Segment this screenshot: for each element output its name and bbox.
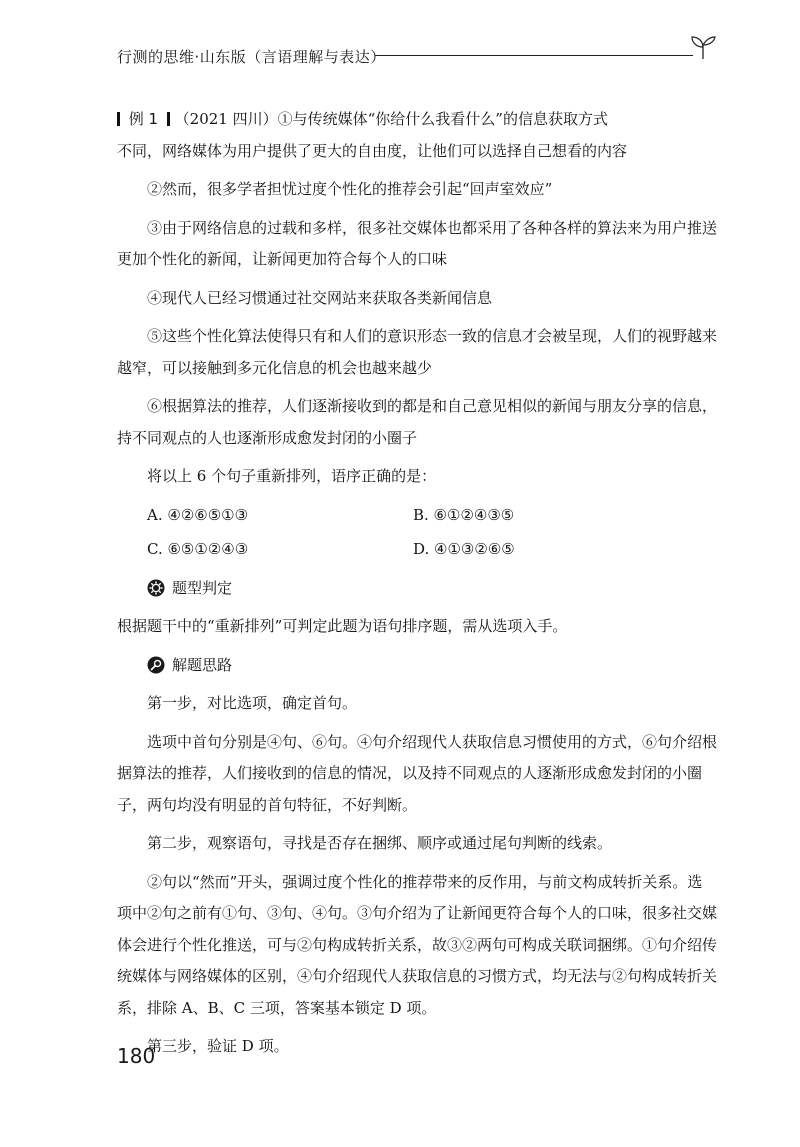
example-bar-left: [117, 112, 120, 126]
solution-section-heading: [147, 650, 717, 682]
sentence-1-part-1: ①与传统媒体“你给什么我看什么”的信息获取方式: [277, 110, 608, 128]
question-sentence-4: ④现代人已经习惯通过社交网站来获取各类新闻信息: [147, 288, 493, 307]
type-section-heading: [147, 573, 717, 605]
question-source: （2021 四川）: [174, 110, 278, 128]
wrench-badge-icon: [147, 656, 165, 674]
example-label: 例 1: [128, 110, 159, 128]
example-label-group: [117, 104, 170, 136]
question-sentence-1: [117, 104, 717, 167]
question-sentence-2: ②然而，很多学者担忧过度个性化的推荐会引起“回声室效应”: [147, 180, 553, 198]
answer-options: [117, 500, 717, 568]
running-header: [117, 42, 717, 72]
gear-badge-icon: [147, 579, 165, 597]
solution-paragraph-1: 选项中首句分别是④句、⑥句。④句介绍现代人获取信息习惯使用的方式，⑥句介绍根据算法的推荐，人们接收到的信息的情况，以及持不同观点的人逐渐形成愈发封闭的小圈子，两句均没有明显的首句特征，不好判断。: [117, 732, 718, 814]
header-title: 行测的思维·山东版（言语理解与表达）: [117, 48, 386, 66]
question-sentence-5: ⑤这些个性化算法使得只有和人们的意识形态一致的信息才会被呈现，人们的视野越来越窄，可以接触到多元化信息的机会也越来越少: [117, 327, 718, 377]
option-c: C. ⑥⑤①②④③: [147, 539, 249, 558]
page-content: [117, 104, 717, 1070]
solution-paragraph-2: ②句以“然而”开头，强调过度个性化的推荐带来的反作用，与前文构成转折关系。选项中②句之前有①句、③句、④句。③句介绍为了让新闻更符合每个人的口味，很多社交媒体会进行个性化推送，可与②句构成转折关系，故③②两句可构成关联词捆绑。①句介绍传统媒体与网络媒体的区别，④句介绍现代人获取信息的习惯方式，均无法与②句构成转折关系，排除 A、B、C 三项，答案基本锁定 D 项。: [117, 872, 718, 1017]
question-sentence-6: ⑥根据算法的推荐，人们逐渐接收到的都是和自己意见相似的新闻与朋友分享的信息，持不同观点的人也逐渐形成愈发封闭的小圈子: [117, 397, 718, 447]
example-bar-right: [167, 112, 170, 126]
solution-step-1: 第一步，对比选项，确定首句。: [147, 694, 358, 712]
option-b: B. ⑥①②④③⑤: [413, 505, 515, 524]
header-rule: [375, 55, 693, 56]
option-a: A. ④②⑥⑤①③: [147, 505, 249, 524]
solution-section-title: 解题思路: [172, 655, 233, 674]
question-prompt: 将以上 6 个句子重新排列，语序正确的是：: [147, 467, 437, 485]
page-number: 180: [117, 1044, 156, 1068]
solution-step-2: 第二步，观察语句，寻找是否存在捆绑、顺序或通过尾句判断的线索。: [147, 834, 613, 852]
sentence-1-part-2: 不同，网络媒体为用户提供了更大的自由度，让他们可以选择自己想看的内容: [117, 141, 628, 160]
sprout-icon: [689, 32, 717, 60]
solution-step-3: 第三步，验证 D 项。: [147, 1037, 289, 1055]
type-section-title: 题型判定: [172, 578, 233, 597]
type-section-text: 根据题干中的“重新排列”可判定此题为语句排序题，需从选项入手。: [117, 617, 568, 635]
option-d: D. ④①③②⑥⑤: [413, 539, 515, 558]
question-sentence-3: ③由于网络信息的过载和多样，很多社交媒体也都采用了各种各样的算法来为用户推送更加个性化的新闻，让新闻更加符合每个人的口味: [117, 218, 718, 268]
